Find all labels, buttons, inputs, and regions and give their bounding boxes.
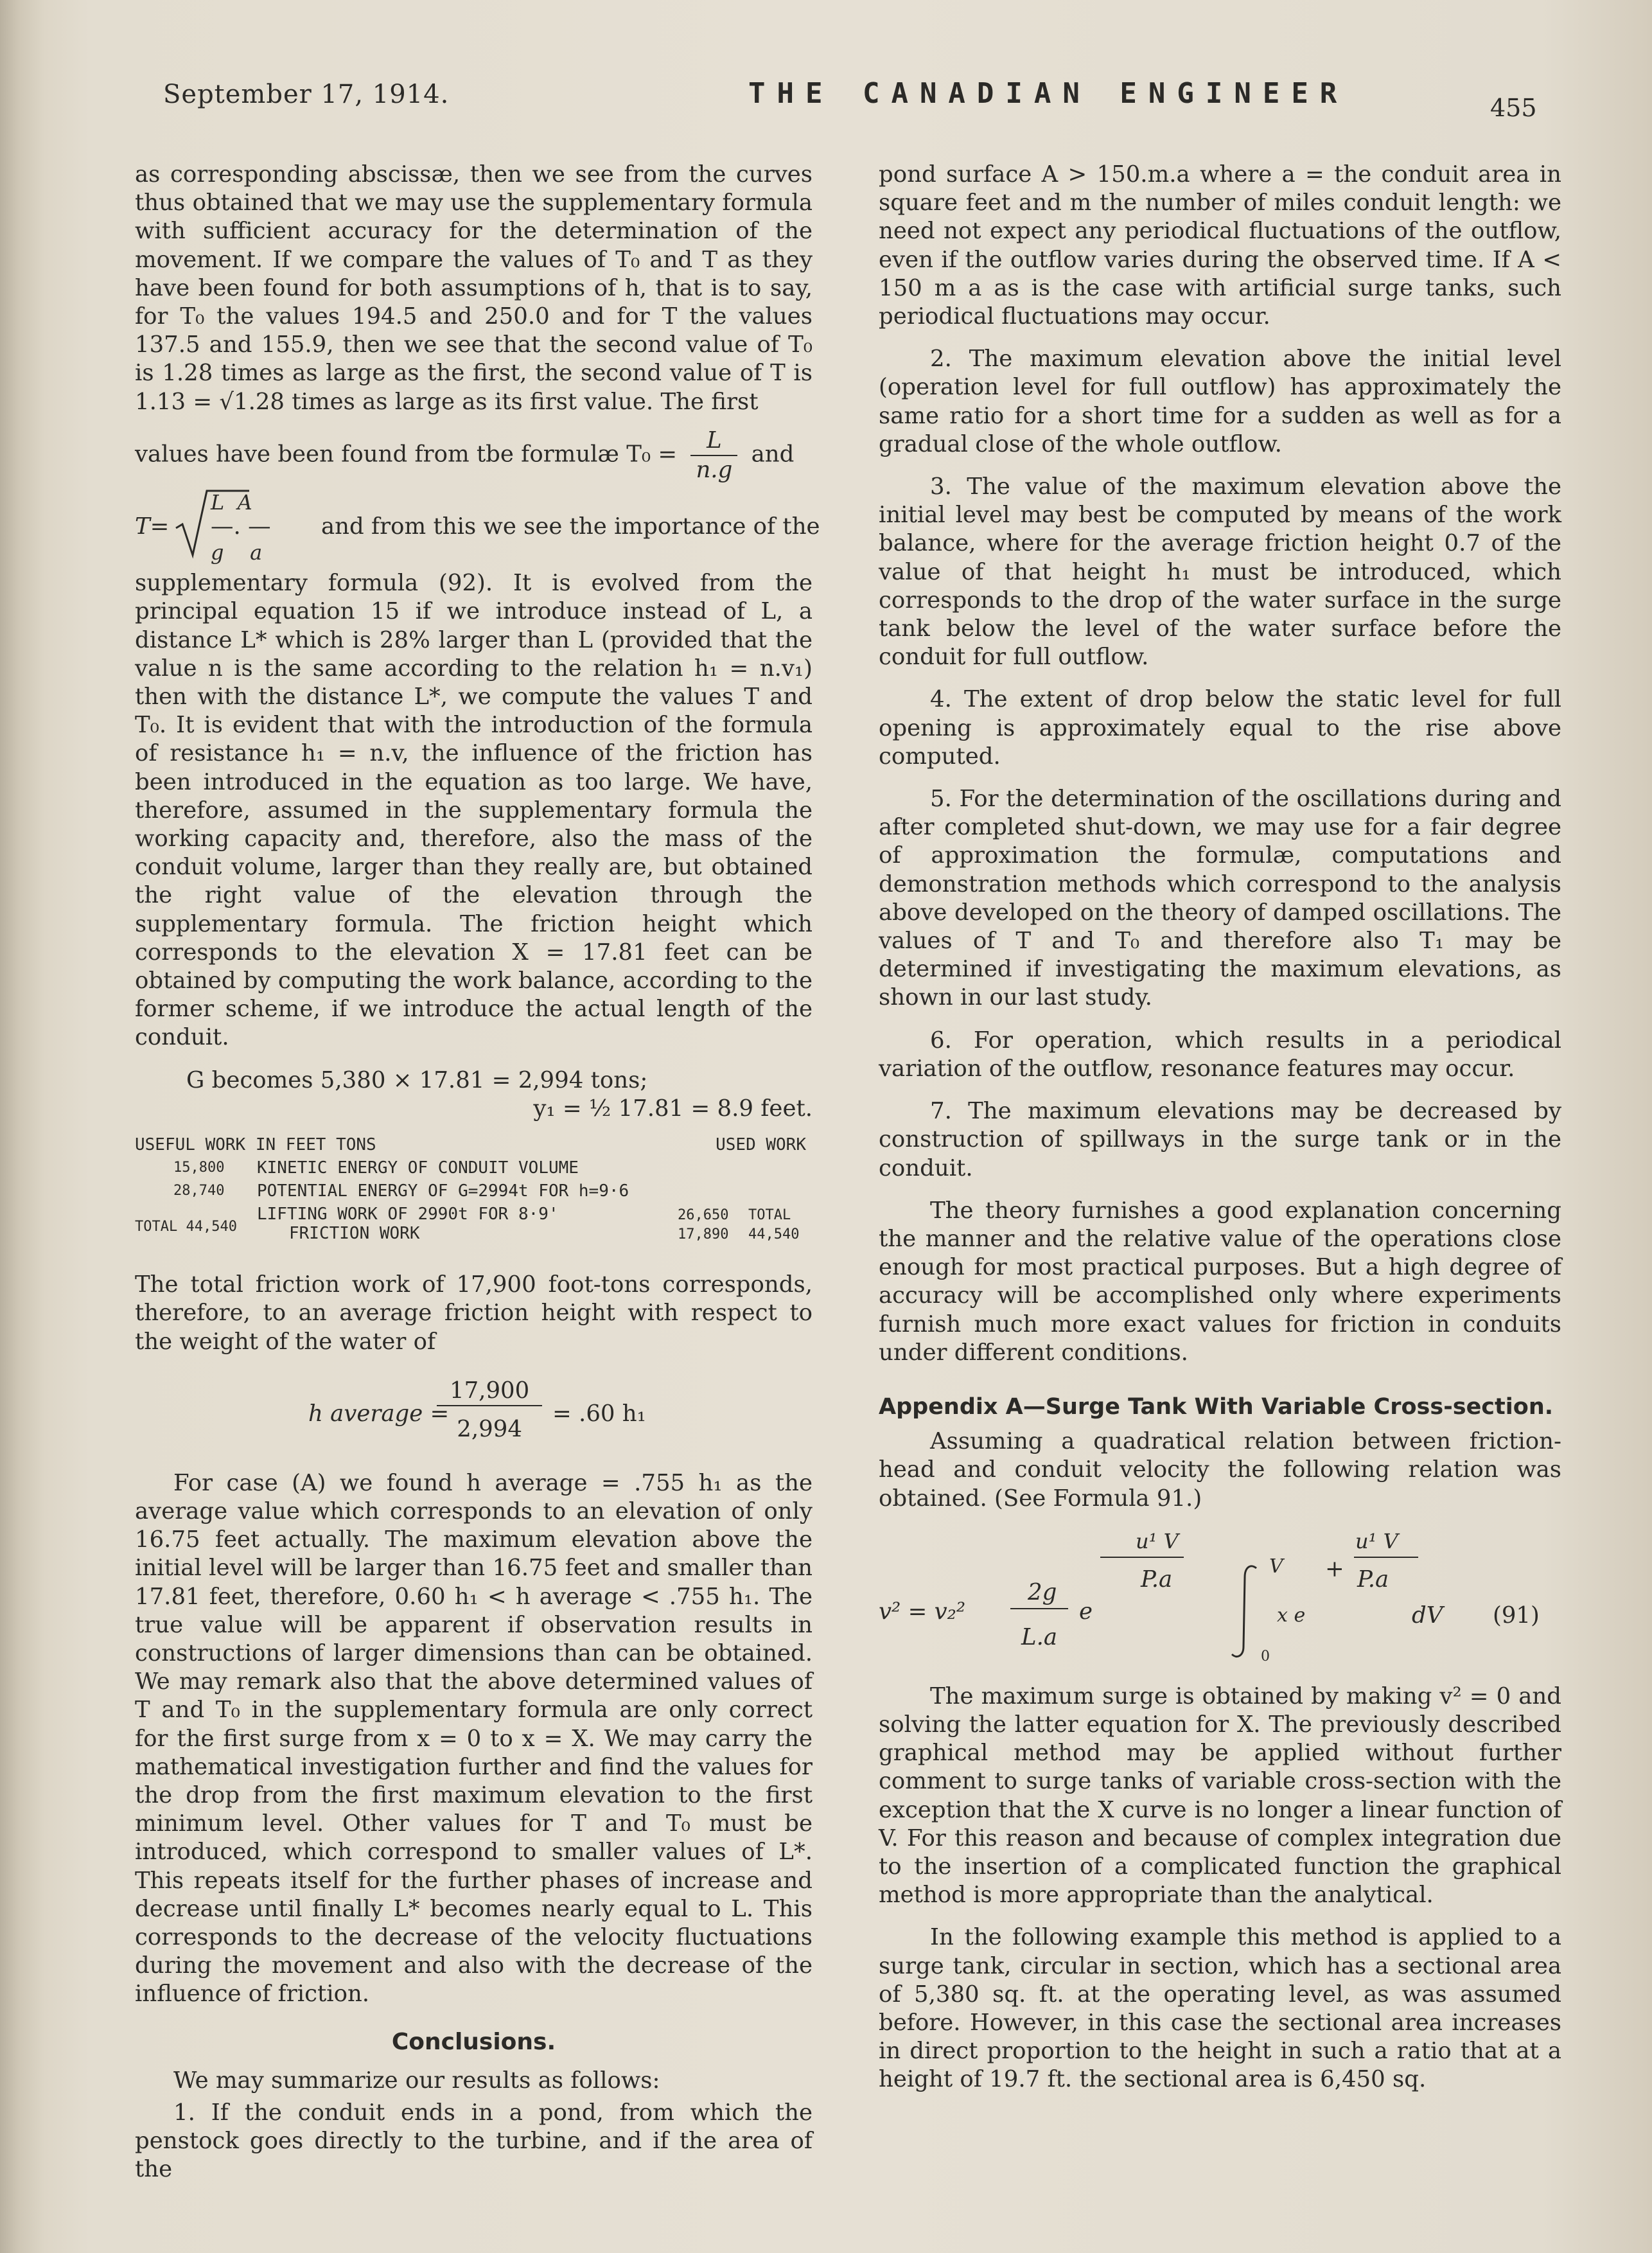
work-balance-table: USEFUL WORK IN FEET TONS USED WORK 15,800 KINETIC ENERGY OF CONDUIT VOLUME 28,740 POTENTIAL ENERGY OF G=2994t FOR h=9·6 LIFTING WORK OF 2990t FOR 8·9' 26,650 TOTAL TOTAL 44,540 FRICTION WORK 17,890 44,540 bbox=[135, 1135, 806, 1244]
page-number: 455 bbox=[1490, 94, 1537, 122]
left-column bbox=[135, 161, 820, 2198]
integral-sign bbox=[1226, 1563, 1264, 1659]
right-paragraph-5: 5. For the determination of the oscillations during and after completed shut-down, we may use for a fair degree of approximation the formulæ, computations and demonstration methods which correspond to the analysis above developed on the theory of damped oscillations. The values of T and T₀ and therefore also T₁ may be determined if investigating the maximum elevations, as shown in our last study. bbox=[879, 786, 1561, 1011]
running-header bbox=[161, 76, 1575, 121]
formula-t-radical: T= L A —. — g a and from this we see the importance of the bbox=[135, 488, 813, 565]
journal-title: THE CANADIAN ENGINEER bbox=[748, 77, 1349, 110]
left-paragraph-1: as corresponding abscissæ, then we see from the curves thus obtained that we may use the supplementary formula with sufficient accuracy for the determination of the movement. If we compare the values of T₀ and T as they have been found for both assumptions of h, that is to say, for T₀ the values 194.5 and 250.0 and for T the values 137.5 and 155.9, then we see that the second value of T₀ is 1.28 times as large as the first, the second value of T is 1.13 = √1.28 times as large as its first value. The first bbox=[135, 161, 813, 415]
left-paragraph-3: The total friction work of 17,900 foot-tons corresponds, therefore, to an average friction height with respect to the weight of the water of bbox=[135, 1271, 813, 1355]
right-paragraph-9: Assuming a quadratical relation between friction-head and conduit velocity the following relation was obtained. (See Formula 91.) bbox=[879, 1428, 1561, 1512]
formula-91: v² = v₂² 2g L.a e u¹ V P.a V 0 x e + u¹ V P.a dV (91) bbox=[879, 1528, 1540, 1665]
formula-t0: values have been found from tbe formulæ T₀ = $\frac{L}{n.g}$ and bbox=[135, 427, 813, 484]
appendix-heading: Appendix A—Surge Tank With Variable Cross-section. bbox=[879, 1393, 1554, 1420]
equation-y1: y₁ = ½ 17.81 = 8.9 feet. bbox=[533, 1095, 813, 1122]
left-paragraph-6: 1. If the conduit ends in a pond, from which the penstock goes directly to the turbine, and if the area of the bbox=[135, 2099, 813, 2183]
right-paragraph-10: The maximum surge is obtained by making v² = 0 and solving the latter equation for X. The previously described graphical method may be applied without further comment to surge tanks of variable cross-section with the exception that the X curve is no longer a linear function of V. For this reason and because of complex integration due to the insertion of a complicated function the graphical method is more appropriate than the analytical. bbox=[879, 1683, 1561, 1909]
equation-h-average: h average = $\frac{17,900}{2,994}$ = .60 h₁ bbox=[308, 1377, 646, 1442]
right-paragraph-7: 7. The maximum elevations may be decreased by construction of spillways in the surge tank or in the conduit. bbox=[879, 1098, 1561, 1181]
right-paragraph-6: 6. For operation, which results in a periodical variation of the outflow, resonance features may occur. bbox=[879, 1027, 1561, 1082]
left-paragraph-4: For case (A) we found h average = .755 h₁ as the average value which corresponds to an elevation of only 16.75 feet actually. The maximum elevation above the initial level will be larger than 16.75 feet and smaller than 17.81 feet, therefore, 0.60 h₁ < h average < .755 h₁. The true value will be apparent if observation results in constructions of larger dimensions than can be obtained. We may remark also that the above determined values of T and T₀ in the supplementary formula are only correct for the first surge from x = 0 to x = X. We may carry the mathematical investigation further and find the values for the drop from the first maximum elevation to the first minimum level. Other values for T and T₀ must be introduced, which correspond to smaller values of L*. This repeats itself for the further phases of increase and decrease until finally L* becomes nearly equal to L. This corresponds to the decrease of the velocity fluctuations during the movement and also with the decrease of the influence of friction. bbox=[135, 1469, 813, 2008]
right-column bbox=[879, 161, 1561, 2108]
left-paragraph-5: We may summarize our results as follows: bbox=[173, 2067, 660, 2094]
right-paragraph-2: 2. The maximum elevation above the initial level (operation level for full outflow) has approximately the same ratio for a short time for a sudden as well as for a gradual close of the whole outflow. bbox=[879, 346, 1561, 457]
right-paragraph-8: The theory furnishes a good explanation concerning the manner and the relative value of the operations close enough for most practical purposes. But a high degree of accuracy will be accomplished only where experiments furnish much more exact values for friction in conduits under different conditions. bbox=[879, 1197, 1561, 1366]
right-paragraph-1: pond surface A > 150.m.a where a = the conduit area in square feet and m the number of miles conduit length: we need not expect any periodical fluctuations of the outflow, even if the outflow varies during the observed time. If A < 150 m a as is the case with artificial surge tanks, such periodical fluctuations may occur. bbox=[879, 161, 1561, 330]
fraction-l-over-ng: $\frac{L}{n.g}$ bbox=[690, 427, 737, 484]
right-paragraph-11: In the following example this method is applied to a surge tank, circular in section, which has a sectional area of 5,380 sq. ft. at the operating level, as was assumed before. However, in this case the sectional area increases in direct proportion to the height in such a ratio that at a height of 19.7 ft. the sectional area is 6,450 sq. bbox=[879, 1924, 1561, 2093]
left-paragraph-2: supplementary formula (92). It is evolved from the principal equation 15 if we introduce instead of L, a distance L* which is 28% larger than L (provided that the value n is the same according to the relation h₁ = n.v₁) then with the distance L*, we compute the values T and T₀. It is evident that with the introduction of the formula of resistance h₁ = n.v, the influence of the friction has been introduced in the equation as too large. We have, therefore, assumed in the supplementary formula the working capacity and, therefore, also the mass of the conduit volume, larger than they really are, but obtained the right value of the elevation through the supplementary formula. The friction height which corresponds to the elevation X = 17.81 feet can be obtained by computing the work balance, according to the former scheme, if we introduce the actual length of the conduit. bbox=[135, 570, 813, 1051]
right-paragraph-4: 4. The extent of drop below the static level for full opening is approximately equal to the rise above computed. bbox=[879, 686, 1561, 770]
header-date: September 17, 1914. bbox=[163, 80, 450, 109]
right-paragraph-3: 3. The value of the maximum elevation above the initial level may best be computed by means of the work balance, where for the average friction height 0.7 of the value of that height h₁ must be introduced, which corresponds to the drop of the water surface in the surge tank below the level of the water surface before the conduit for full outflow. bbox=[879, 473, 1561, 671]
equation-g: G becomes 5,380 × 17.81 = 2,994 tons; bbox=[186, 1066, 648, 1093]
conclusions-heading: Conclusions. bbox=[391, 2028, 556, 2055]
